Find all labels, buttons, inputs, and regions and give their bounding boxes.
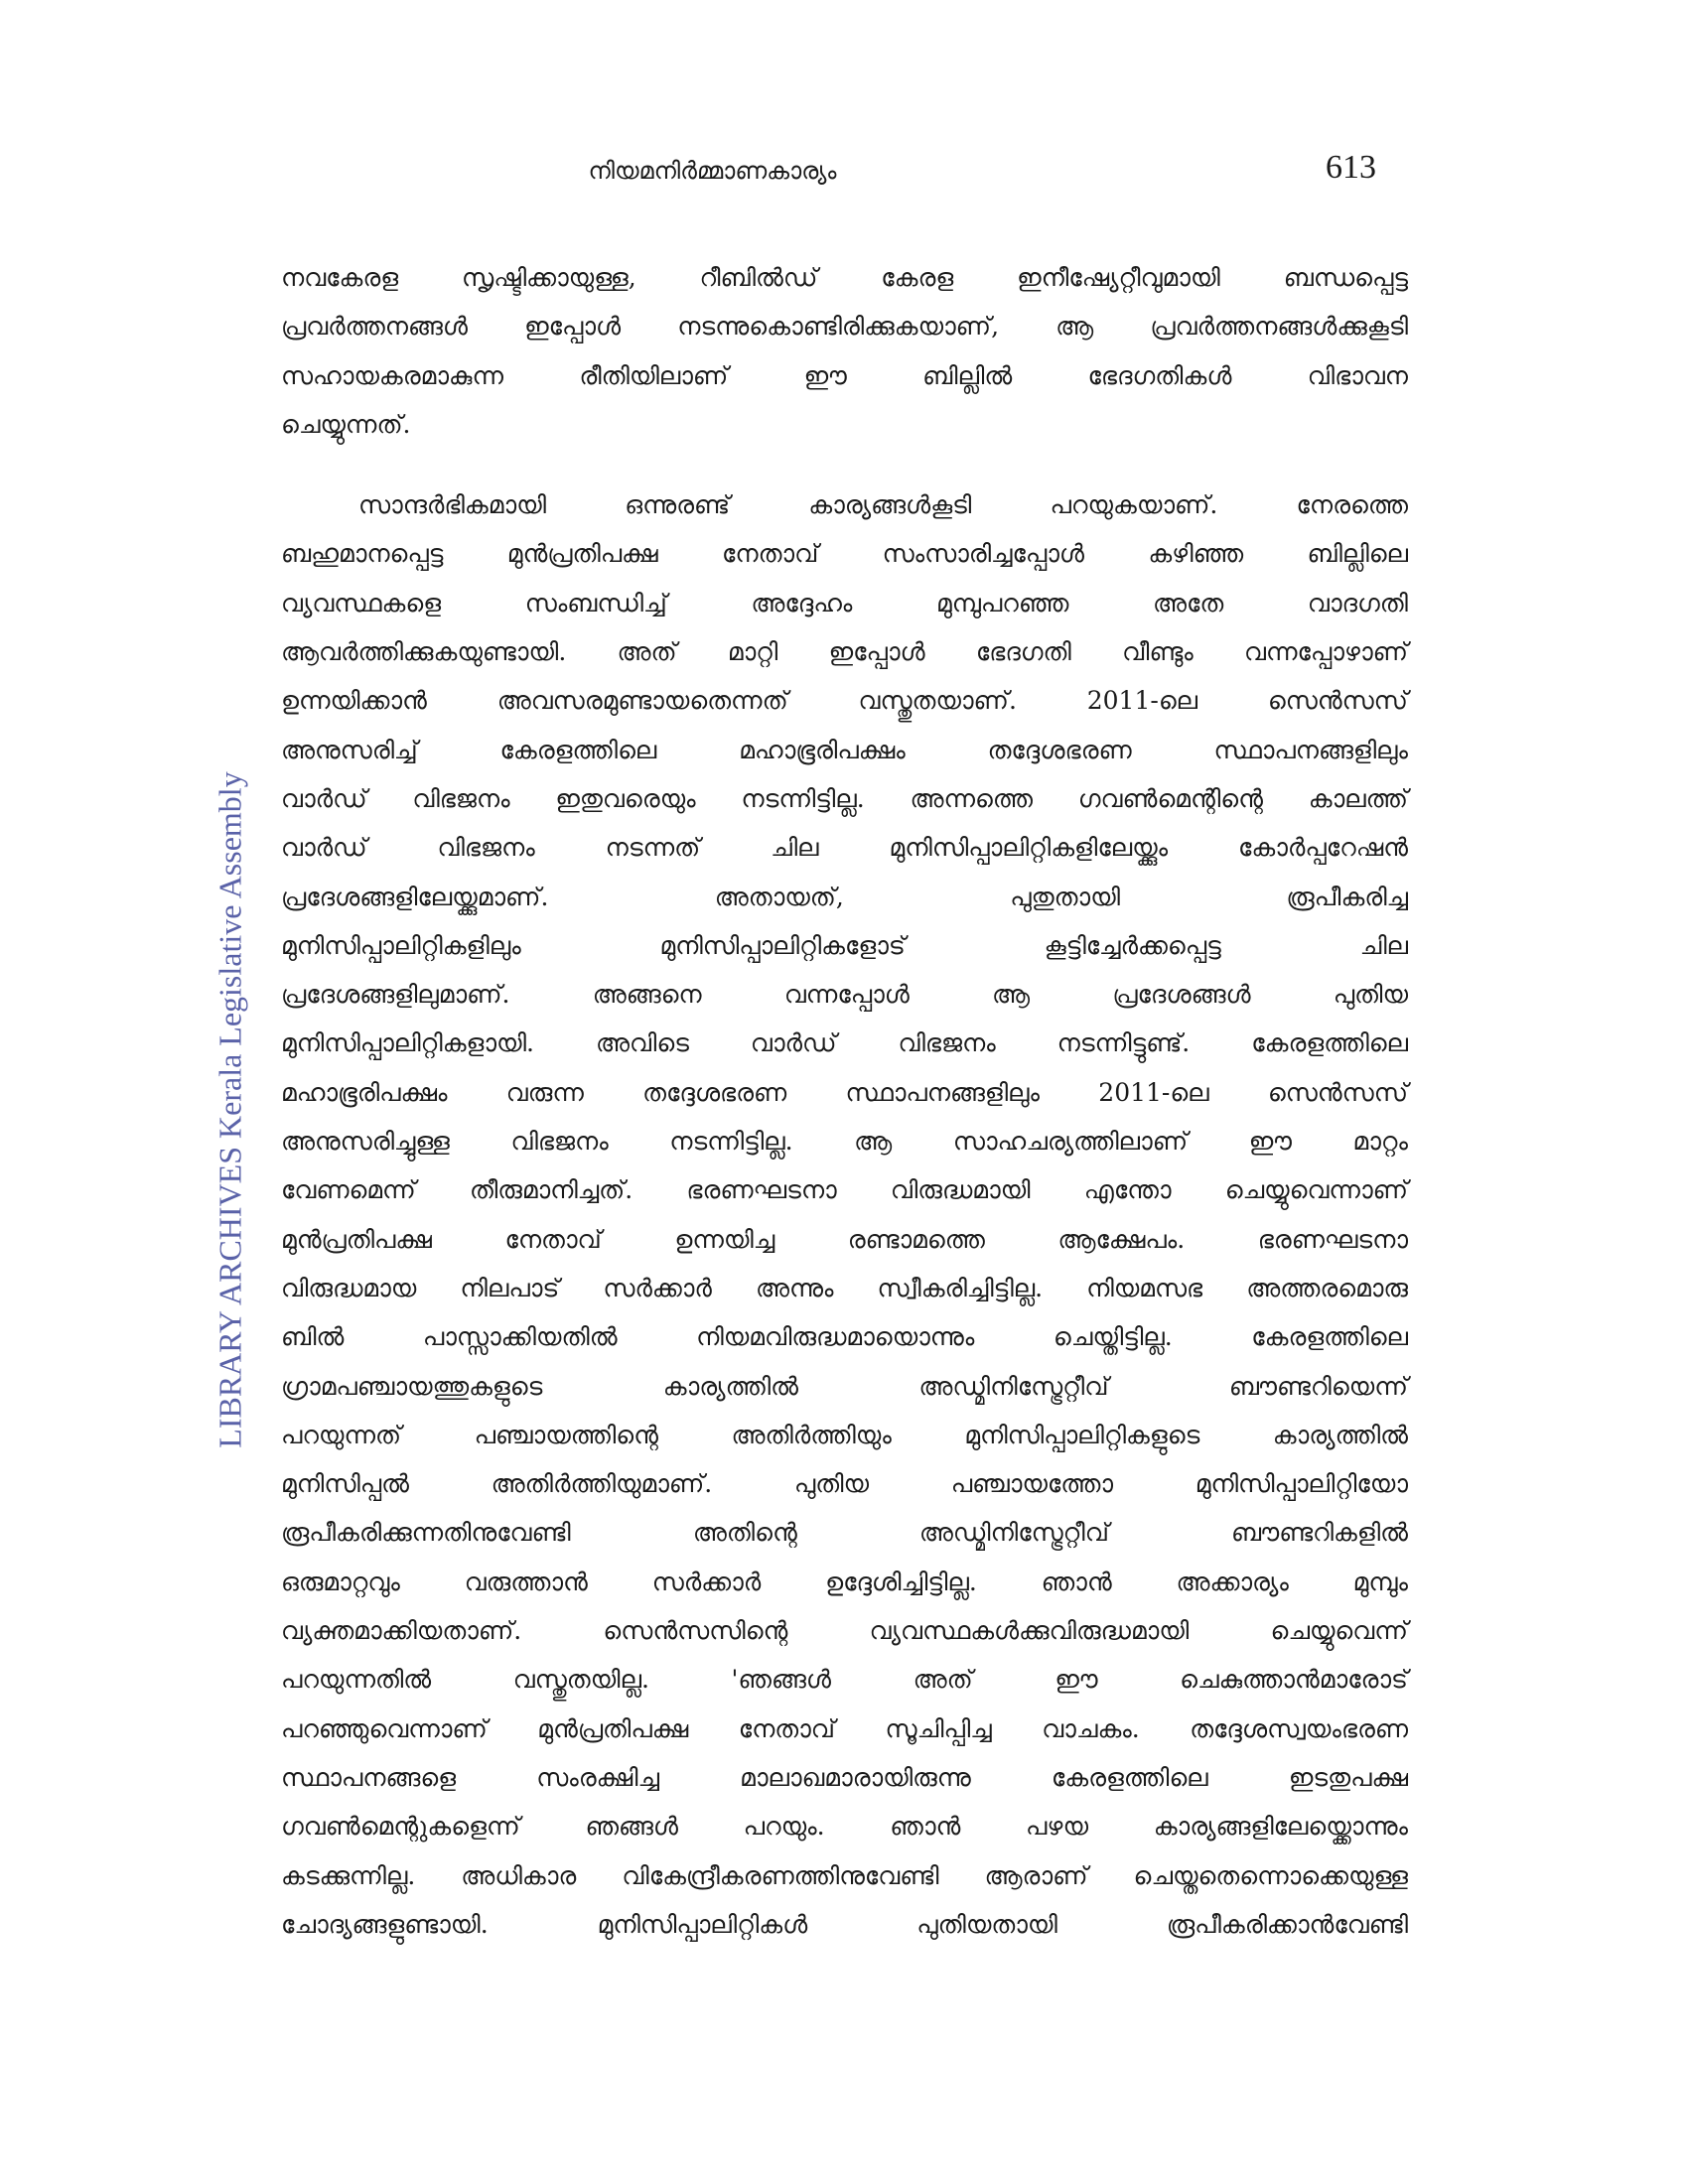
text-line: വിരുദ്ധമായ നിലപാട് സർക്കാർ അന്നും സ്വീകരിച്ചിട്ടില്ല. നിയമസഭ അത്തരമൊരു (281, 1273, 1408, 1302)
text-line: വേണമെന്ന് തീരുമാനിച്ചത്. ഭരണഘടനാ വിരുദ്ധമായി എന്തോ ചെയ്യുവെന്നാണ് (281, 1175, 1408, 1205)
text-line: അനുസരിച്ചുള്ള വിഭജനം നടന്നിട്ടില്ല. ആ സാഹചര്യത്തിലാണ് ഈ മാറ്റം (281, 1127, 1408, 1157)
text-line: ചെയ്യുന്നത്. (281, 409, 411, 439)
text-line: കടക്കുന്നില്ല. അധികാര വികേന്ദ്രീകരണത്തിനുവേണ്ടി ആരാണ് ചെയ്തതെന്നൊക്കെയുള്ള (281, 1860, 1408, 1890)
text-line: പ്രദേശങ്ങളിലുമാണ്. അങ്ങനെ വന്നപ്പോൾ ആ പ്രദേശങ്ങൾ പുതിയ (281, 980, 1408, 1010)
paragraph (281, 480, 1408, 1949)
text-line: പ്രവർത്തനങ്ങൾ ഇപ്പോൾ നടന്നുകൊണ്ടിരിക്കുകയാണ്, ആ പ്രവർത്തനങ്ങൾക്കുകൂടി (281, 312, 1408, 341)
text-line: ഒരുമാറ്റവും വരുത്താൻ സർക്കാർ ഉദ്ദേശിച്ചിട്ടില്ല. ഞാൻ അക്കാര്യം മുമ്പും (281, 1567, 1408, 1596)
text-line: ചോദ്യങ്ങളുണ്ടായി. മുനിസിപ്പാലിറ്റികൾ പുതിയതായി രൂപീകരിക്കാൻവേണ്ടി (281, 1909, 1408, 1939)
text-line: ആവർത്തിക്കുകയുണ്ടായി. അത് മാറ്റി ഇപ്പോൾ ഭേദഗതി വീണ്ടും വന്നപ്പോഴാണ് (281, 637, 1408, 667)
text-line: മുൻപ്രതിപക്ഷ നേതാവ് ഉന്നയിച്ച രണ്ടാമത്തെ ആക്ഷേപം. ഭരണഘടനാ (281, 1224, 1408, 1254)
text-line: മുനിസിപ്പൽ അതിർത്തിയുമാണ്. പുതിയ പഞ്ചായത്തോ മുനിസിപ്പാലിറ്റിയോ (281, 1469, 1408, 1499)
text-line: രൂപീകരിക്കുന്നതിനുവേണ്ടി അതിന്റെ അഡ്മിനിസ്ട്രേറ്റീവ് ബൗണ്ടറികളിൽ (281, 1518, 1408, 1548)
text-line: മുനിസിപ്പാലിറ്റികളായി. അവിടെ വാർഡ് വിഭജനം നടന്നിട്ടുണ്ട്. കേരളത്തിലെ (281, 1028, 1408, 1058)
text-line: അനുസരിച്ച് കേരളത്തിലെ മഹാഭൂരിപക്ഷം തദ്ദേശഭരണ സ്ഥാപനങ്ങളിലും (281, 735, 1408, 764)
text-line: ഉന്നയിക്കാൻ അവസരമുണ്ടായതെന്നത് വസ്തുതയാണ്. 2011-ലെ സെൻസസ് (281, 686, 1408, 716)
text-line: സ്ഥാപനങ്ങളെ സംരക്ഷിച്ച മാലാഖമാരായിരുന്നു കേരളത്തിലെ ഇടതുപക്ഷ (281, 1762, 1408, 1792)
text-line: വാർഡ് വിഭജനം നടന്നത് ചില മുനിസിപ്പാലിറ്റികളിലേയ്ക്കും കോർപ്പറേഷൻ (281, 833, 1408, 863)
text-line: വ്യവസ്ഥകളെ സംബന്ധിച്ച് അദ്ദേഹം മുമ്പുപറഞ്ഞ അതേ വാദഗതി (281, 588, 1408, 617)
text-line: വ്യക്തമാക്കിയതാണ്. സെൻസസിന്റെ വ്യവസ്ഥകൾക്കുവിരുദ്ധമായി ചെയ്യുവെന്ന് (281, 1616, 1408, 1646)
page-number: 613 (1326, 149, 1376, 186)
text-line: പറയുന്നതിൽ വസ്തുതയില്ല. 'ഞങ്ങൾ അത് ഈ ചെകുത്താൻമാരോട് (281, 1665, 1408, 1695)
text-line: സഹായകരമാകുന്ന രീതിയിലാണ് ഈ ബില്ലിൽ ഭേദഗതികൾ വിഭാവന (281, 360, 1408, 390)
text-line: നവകേരള സൃഷ്ടിക്കായുള്ള, റീബിൽഡ് കേരള ഇനീഷ്യേറ്റീവുമായി ബന്ധപ്പെട്ട (281, 263, 1408, 292)
library-archives-watermark: LIBRARY ARCHIVES Kerala Legislative Assembly (211, 771, 248, 1448)
text-line: ബിൽ പാസ്സാക്കിയതിൽ നിയമവിരുദ്ധമായൊന്നും ചെയ്തിട്ടില്ല. കേരളത്തിലെ (281, 1322, 1408, 1352)
text-line: സാന്ദർഭികമായി ഒന്നുരണ്ട് കാര്യങ്ങൾകൂടി പറയുകയാണ്. നേരത്തെ (358, 490, 1408, 520)
text-line: പറഞ്ഞുവെന്നാണ് മുൻപ്രതിപക്ഷ നേതാവ് സൂചിപ്പിച്ച വാചകം. തദ്ദേശസ്വയംഭരണ (281, 1713, 1408, 1743)
text-line: ഗവൺമെന്റുകളെന്ന് ഞങ്ങൾ പറയും. ഞാൻ പഴയ കാര്യങ്ങളിലേയ്ക്കൊന്നും (281, 1812, 1408, 1842)
paragraph (281, 253, 1408, 449)
text-line: മഹാഭൂരിപക്ഷം വരുന്ന തദ്ദേശഭരണ സ്ഥാപനങ്ങളിലും 2011-ലെ സെൻസസ് (281, 1077, 1408, 1107)
text-line: വാർഡ് വിഭജനം ഇതുവരെയും നടന്നിട്ടില്ല. അന്നത്തെ ഗവൺമെന്റിന്റെ കാലത്ത് (281, 783, 1408, 813)
text-line: പ്രദേശങ്ങളിലേയ്ക്കുമാണ്. അതായത്, പുതുതായി രൂപീകരിച്ച (281, 882, 1408, 911)
text-line: പറയുന്നത് പഞ്ചായത്തിന്റെ അതിർത്തിയും മുനിസിപ്പാലിറ്റികളുടെ കാര്യത്തിൽ (281, 1420, 1408, 1449)
text-line: ഗ്രാമപഞ്ചായത്തുകളുടെ കാര്യത്തിൽ അഡ്മിനിസ്ട്രേറ്റീവ് ബൗണ്ടറിയെന്ന് (281, 1371, 1408, 1401)
running-header-title: നിയമനിർമ്മാണകാര്യം (588, 157, 837, 185)
text-line: ബഹുമാനപ്പെട്ട മുൻപ്രതിപക്ഷ നേതാവ് സംസാരിച്ചപ്പോൾ കഴിഞ്ഞ ബില്ലിലെ (281, 539, 1408, 569)
text-line: മുനിസിപ്പാലിറ്റികളിലും മുനിസിപ്പാലിറ്റികളോട് കൂട്ടിച്ചേർക്കപ്പെട്ട ചില (281, 930, 1408, 960)
body-text (281, 253, 1408, 1949)
